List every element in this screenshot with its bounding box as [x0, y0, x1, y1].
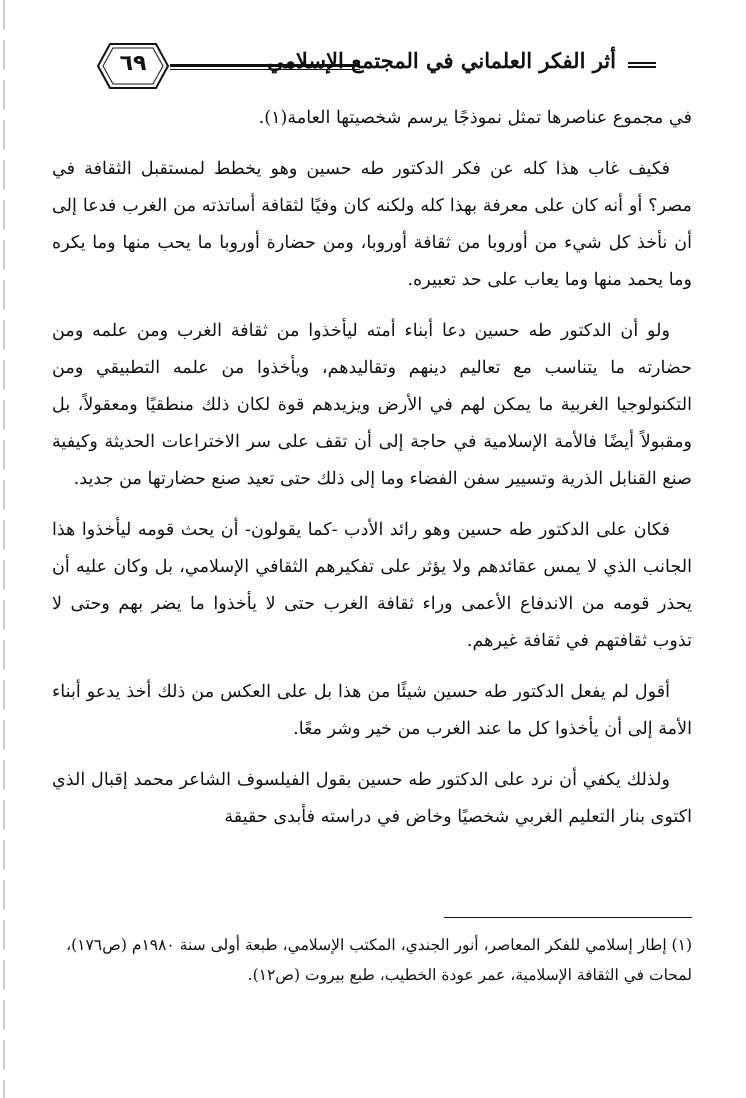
paragraph: ولذلك يكفي أن نرد على الدكتور طه حسين بقول الفيلسوف الشاعر محمد إقبال الذي اكتوى بنار التعليم الغربي شخصيًا وخاض في دراسته فأبدى حقيقة: [52, 770, 692, 827]
header-dash: [628, 62, 656, 68]
paragraph: فكان على الدكتور طه حسين وهو رائد الأدب -كما يقولون- أن يحث قومه ليأخذوا هذا الجانب الذي لا يمس عقائدهم ولا يؤثر على تفكيرهم الثقافي الإسلامي، بل وكان عليه أن يحذر قومه من الاندفاع الأعمى وراء ثقافة الغرب حتى لا يأخذوا ما يضر بهم وحتى لا تذوب ثقافتهم في ثقافة غيرهم.: [52, 520, 692, 651]
footnote: (١) إطار إسلامي للفكر المعاصر، أنور الجندي، المكتب الإسلامي، طبعة أولى سنة ١٩٨٠م (ص١٧٦)، لمحات في الثقافة الإسلامية، عمر عودة الخطيب، طبع بيروت (ص١٢).: [66, 936, 692, 984]
running-header: [96, 42, 656, 98]
footnote-separator: [444, 917, 692, 918]
running-title: أثر الفكر العلماني في المجتمع الإسلامي: [267, 48, 616, 73]
page-edge-rule: [3, 0, 5, 1098]
paragraph: في مجموع عناصرها تمثل نموذجًا يرسم شخصيتها العامة(١).: [258, 108, 692, 128]
page-number: ٦٩: [119, 51, 147, 76]
paragraph: فكيف غاب هذا كله عن فكر الدكتور طه حسين وهو يخطط لمستقبل الثقافة في مصر؟ أو أنه كان على معرفة بهذا كله ولكنه كان وفيًا لثقافة أساتذته من الغرب فدعا إلى أن نأخذ كل شيء من أوروبا من ثقافة أوروبا، ومن حضارة أوروبا ما يحب منها وما يكره وما يحمد منها وما يعاب على حد تعبيره.: [52, 159, 692, 290]
body-text: [52, 100, 692, 850]
paragraph: أقول لم يفعل الدكتور طه حسين شيئًا من هذا بل على العكس من ذلك أخذ يدعو أبناء الأمة إلى أن يأخذوا كل ما عند الغرب من خير وشر معًا.: [52, 682, 692, 739]
page-number-badge: [96, 42, 170, 90]
paragraph: ولو أن الدكتور طه حسين دعا أبناء أمته ليأخذوا من ثقافة الغرب ومن علمه ومن حضارته ما يتناسب مع تعاليم دينهم وتقاليدهم، ويأخذوا من علمه التطبيقي ومن التكنولوجيا الغربية ما يمكن لهم في الأرض ويزيدهم قوة لكان ذلك منطقيًا ومعقولاً، بل ومقبولاً أيضًا فالأمة الإسلامية في حاجة إلى أن تقف على سر الاختراعات الحديثة وكيفية صنع القنابل الذرية وتسيير سفن الفضاء وما إلى ذلك حتى تعيد صنع حضارتها من جديد.: [52, 321, 692, 489]
